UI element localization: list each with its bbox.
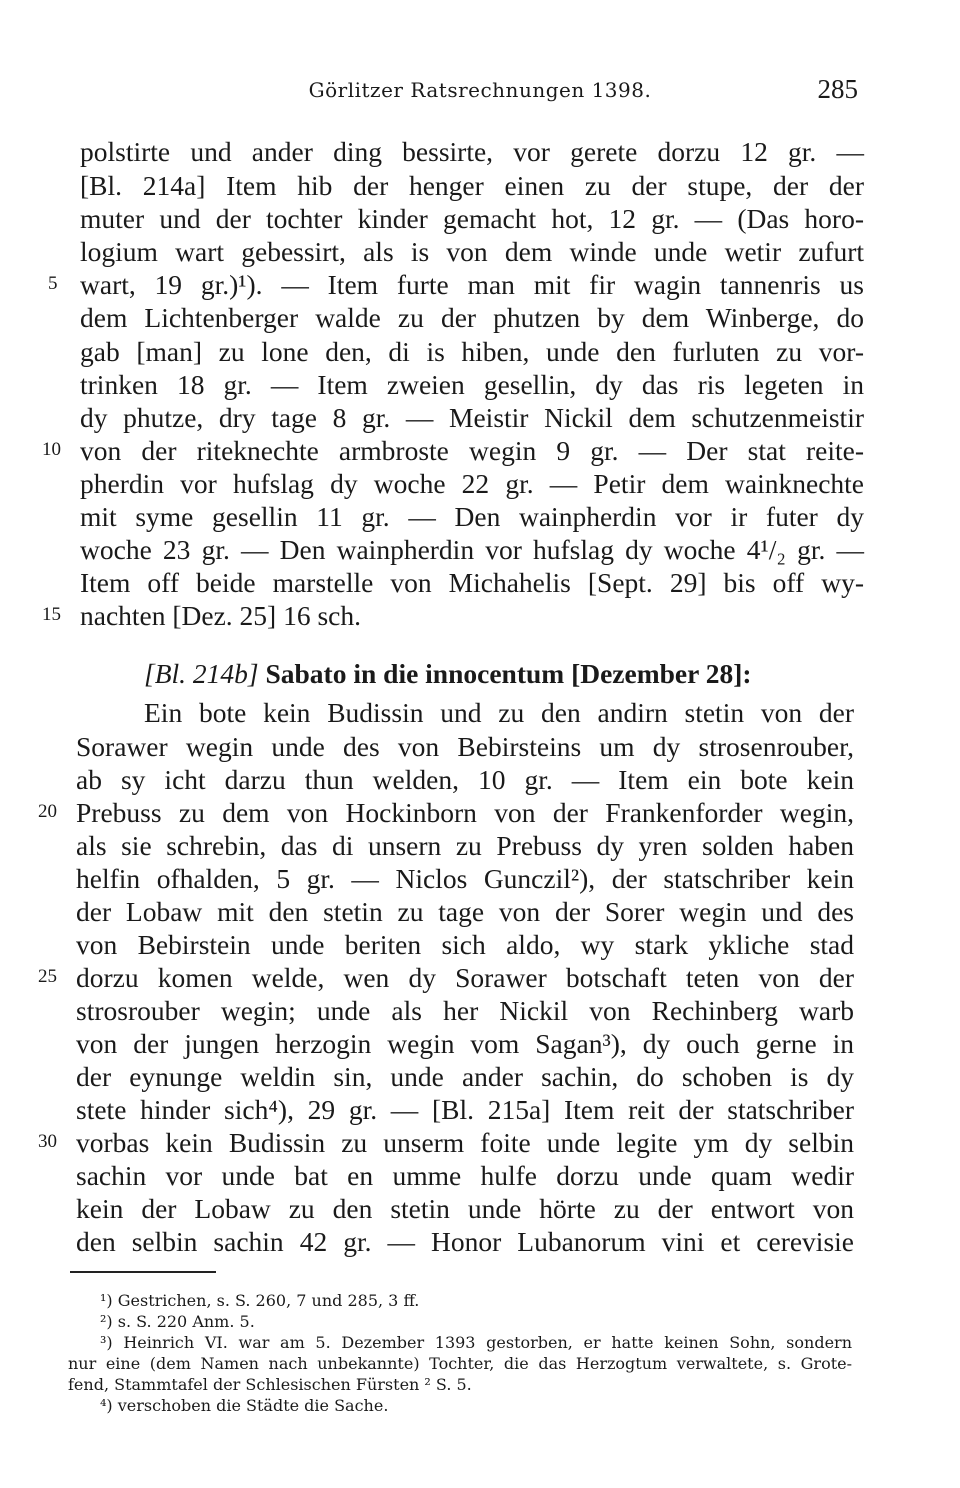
text-line: mit syme gesellin 11 gr. — Den wainpherdin vor ir futer dy <box>80 501 864 532</box>
text-line: gab [man] zu lone den, di is hiben, unde den furluten zu vor- <box>80 336 864 367</box>
text-line: polstirte und ander ding bessirte, vor gerete dorzu 12 gr. — <box>80 136 864 167</box>
page-number: 285 <box>817 74 858 104</box>
line-number: 25 <box>38 966 57 987</box>
text-line: als sie schrebin, das di unsern zu Prebuss dy yren solden haben <box>76 830 854 861</box>
text-line: von der riteknechte armbroste wegin 9 gr. — Der stat reite- <box>80 435 864 466</box>
line-number: 20 <box>38 801 57 822</box>
text-line: helfin ofhalden, 5 gr. — Niclos Gunczil²), der statschriber kein <box>76 863 854 894</box>
text-line: der Lobaw mit den stetin zu tage von der Sorer wegin und des <box>76 896 854 927</box>
text-line: sachin vor unde bat en umme hulfe dorzu unde quam wedir <box>76 1160 854 1191</box>
text-line: [Bl. 214a] Item hib der henger einen zu der stupe, der der <box>80 170 864 201</box>
footnote: ³) Heinrich VI. war am 5. Dezember 1393 gestorben, er hatte keinen Sohn, sondern <box>100 1333 852 1352</box>
text-line: Sorawer wegin unde des von Bebirsteins um dy strosenrouber, <box>76 731 854 762</box>
text-line: wart, 19 gr.)¹). — Item furte man mit fir wagin tannenris us <box>80 269 864 300</box>
footnote-divider <box>70 1271 216 1273</box>
text-line: Prebuss zu dem von Hockinborn von der Frankenforder wegin, <box>76 797 854 828</box>
text-line: Ein bote kein Budissin und zu den andirn stetin von der <box>144 697 854 728</box>
text-line: vorbas kein Budissin zu unserm foite unde legite ym dy selbin <box>76 1127 854 1158</box>
text-line: trinken 18 gr. — Item zweien gesellin, dy das ris legeten in <box>80 369 864 400</box>
line-number: 10 <box>42 439 61 460</box>
folio-ref: [Bl. 214b] <box>144 658 259 689</box>
text-line: den selbin sachin 42 gr. — Honor Lubanorum vini et cerevisie <box>76 1226 854 1257</box>
text-line: ab sy icht darzu thun welden, 10 gr. — Item ein bote kein <box>76 764 854 795</box>
text-line: dem Lichtenberger walde zu der phutzen by dem Winberge, do <box>80 302 864 333</box>
text-line: kein der Lobaw zu den stetin unde hörte zu der entwort von <box>76 1193 854 1224</box>
header-title: Görlitzer Ratsrechnungen 1398. <box>308 78 652 102</box>
text-line: Item off beide marstelle von Michahelis [Sept. 29] bis off wy- <box>80 567 864 598</box>
text-line: dorzu komen welde, wen dy Sorawer botschaft teten von der <box>76 962 854 993</box>
text-line: woche 23 gr. — Den wainpherdin vor hufslag dy woche 4¹/₂ gr. — <box>80 534 864 565</box>
text-line: der eynunge weldin sin, unde ander sachin, do schoben is dy <box>76 1061 854 1092</box>
text-line: nachten [Dez. 25] 16 sch. <box>80 600 362 631</box>
footnote: ⁴) verschoben die Städte die Sache. <box>100 1396 389 1415</box>
text-line: logium wart gebessirt, als is von dem winde unde wetir zufurt <box>80 236 864 267</box>
footnote: nur eine (dem Namen nach unbekannte) Tochter, die das Herzogtum verwaltete, s. Grote- <box>68 1354 852 1373</box>
text-line: von Bebirstein unde beriten sich aldo, wy stark ykliche stad <box>76 929 854 960</box>
text-line: von der jungen herzogin wegin vom Sagan³), dy ouch gerne in <box>76 1028 854 1059</box>
text-line: pherdin vor hufslag dy woche 22 gr. — Petir dem wainknechte <box>80 468 864 499</box>
text-line: strosrouber wegin; unde als her Nickil von Rechinberg warb <box>76 995 854 1026</box>
footnote: ²) s. S. 220 Anm. 5. <box>100 1312 255 1331</box>
text-line: dy phutze, dry tage 8 gr. — Meistir Nickil dem schutzenmeistir <box>80 402 864 433</box>
footnote: fend, Stammtafel der Schlesischen Fürsten ² S. 5. <box>68 1375 472 1394</box>
line-number: 15 <box>42 604 61 625</box>
heading-text: Sabato in die innocentum [Dezember 28]: <box>265 658 752 689</box>
text-line: stete hinder sich⁴), 29 gr. — [Bl. 215a] Item reit der statschriber <box>76 1094 854 1125</box>
line-number: 5 <box>48 273 58 294</box>
section-heading <box>144 658 752 690</box>
footnote: ¹) Gestrichen, s. S. 260, 7 und 285, 3 ff. <box>100 1291 420 1310</box>
text-line: muter und der tochter kinder gemacht hot, 12 gr. — (Das horo- <box>80 203 864 234</box>
line-number: 30 <box>38 1131 57 1152</box>
